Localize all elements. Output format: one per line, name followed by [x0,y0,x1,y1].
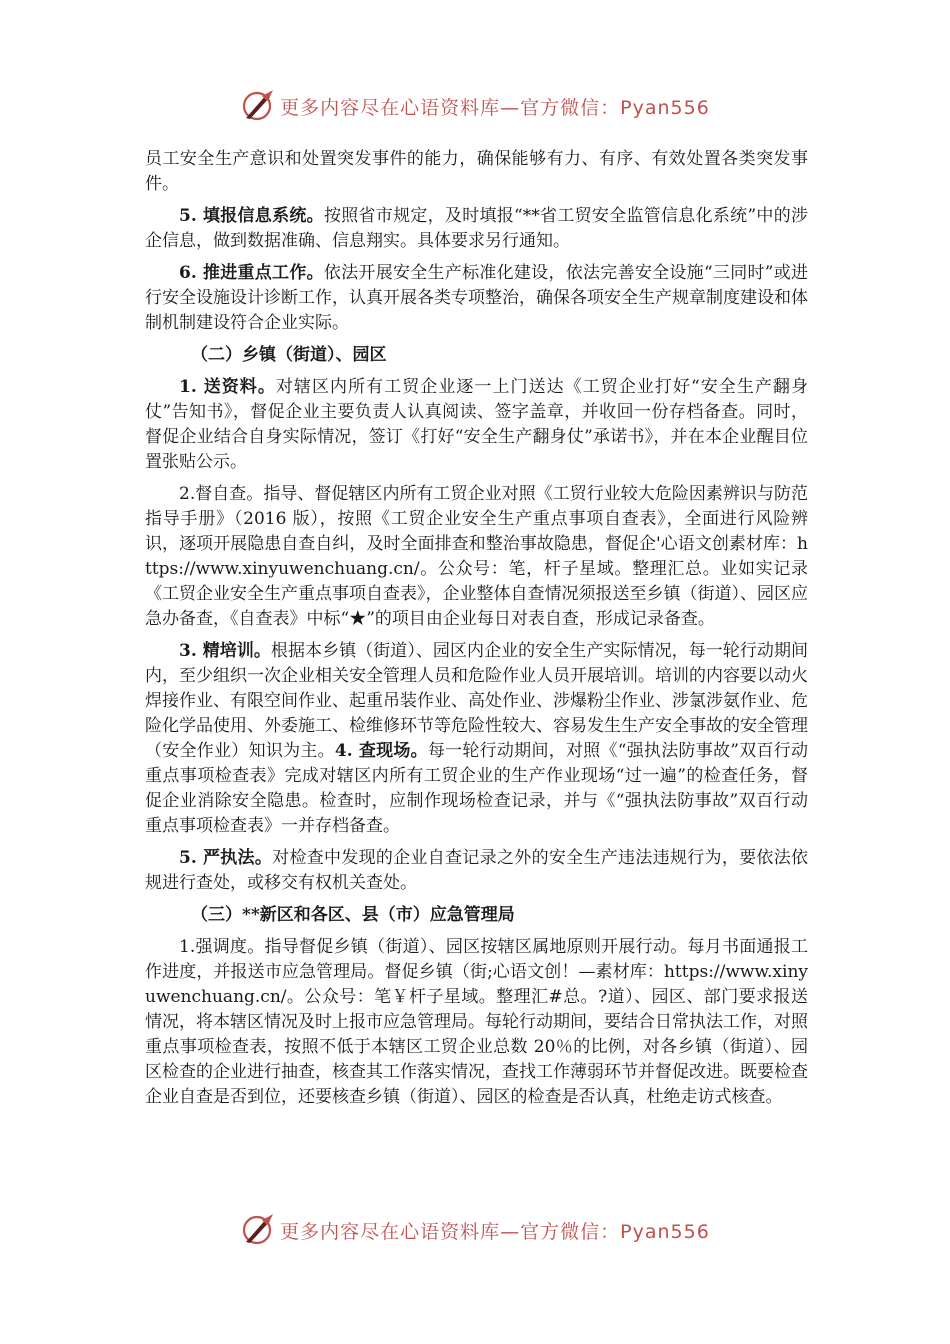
item-text: 对检查中发现的企业自查记录之外的安全生产违法违规行为，要依法依规进行查处，或移交有权机关查处。 [145,848,809,893]
paragraph [145,639,808,839]
paragraph [145,846,808,896]
item-text: 根据本乡镇（街道）、园区内企业的安全生产实际情况，每一轮行动期间内，至少组织一次企业相关安全管理人员和危险作业人员开展培训。培训的内容要以动火焊接作业、有限空间作业、起重吊装作业、高处作业、涉爆粉尘作业、涉氯涉氨作业、危险化学品使用、外委施工、检维修环节等危险性较大、容易发生生产安全事故的安全管理（安全作业）知识为主。 [145,641,808,761]
item-lead: 4. 查现场。 [334,741,428,761]
item-text: 依法开展安全生产标准化建设，依法完善安全设施“三同时”或进行安全设施设计诊断工作，认真开展各类专项整治，确保各项安全生产规章制度建设和体制机制建设符合企业实际。 [145,263,808,333]
banner-text: 更多内容尽在心语资料库—官方微信：Pyan556 [280,1220,710,1243]
item-text: 按照省市规定，及时填报“**省工贸安全监管信息化系统”中的涉企信息，做到数据准确、信息翔实。具体要求另行通知。 [145,206,808,251]
item-lead: 3. 精培训。 [179,641,271,661]
quill-pen-logo-icon [240,1212,276,1248]
paragraph: 2.督自查。指导、督促辖区内所有工贸企业对照《工贸行业较大危险因素辨识与防范指导手册》（2016 版），按照《工贸企业安全生产重点事项自查表》，全面进行风险辨识，逐项开展隐患自查自纠，及时全面排查和整治事故隐患，督促企'心语文创素材库：https://www.xinyuwenchuang.cn/。公众号：笔，杆子星域。整理汇总。业如实记录《工贸企业安全生产重点事项自查表》，企业整体自查情况须报送至乡镇（街道）、园区应急办备查，《自查表》中标“★”的项目由企业每日对表自查，形成记录备查。 [145,484,808,629]
banner-text: 更多内容尽在心语资料库—官方微信：Pyan556 [280,96,710,119]
document-body [145,147,808,1117]
paragraph [145,204,808,254]
header-banner [0,86,950,126]
item-lead: 6. 推进重点工作。 [179,263,324,283]
section-heading: （三）**新区和各区、县（市）应急管理局 [191,905,515,925]
paragraph: 1.强调度。指导督促乡镇（街道）、园区按辖区属地原则开展行动。每月书面通报工作进度，并报送市应急管理局。督促乡镇（街;心语文创！—素材库：https://www.xinyuwenchuang.cn/。公众号：笔￥杆子星域。整理汇#总。?道）、园区、部门要求报送情况，将本辖区情况及时上报市应急管理局。每轮行动期间，要结合日常执法工作，对照重点事项检查表，按照不低于本辖区工贸企业总数 20％的比例，对各乡镇（街道）、园区检查的企业进行抽查，核查其工作落实情况，查找工作薄弱环节并督促改进。既要检查企业自查是否到位，还要核查乡镇（街道）、园区的检查是否认真，杜绝走访式核查。 [145,937,808,1107]
item-lead: 1. 送资料。 [179,377,276,397]
paragraph [145,375,808,475]
section-heading: （二）乡镇（街道）、园区 [191,345,387,365]
item-lead: 5. 严执法。 [179,848,273,868]
quill-pen-logo-icon [240,88,276,124]
item-lead: 5. 填报信息系统。 [179,206,324,226]
item-text: 每一轮行动期间，对照《“强执法防事故”双百行动重点事项检查表》完成对辖区内所有工贸企业的生产作业现场“过一遍”的检查任务，督促企业消除安全隐患。检查时，应制作现场检查记录，并与《“强执法防事故”双百行动重点事项检查表》一并存档备查。 [145,741,809,836]
footer-banner [0,1210,950,1250]
item-text: 对辖区内所有工贸企业逐一上门送达《工贸企业打好“安全生产翻身仗”告知书》，督促企业主要负责人认真阅读、签字盖章，并收回一份存档备查。同时，督促企业结合自身实际情况，签订《打好“安全生产翻身仗”承诺书》，并在本企业醒目位置张贴公示。 [145,377,808,472]
paragraph: 员工安全生产意识和处置突发事件的能力，确保能够有力、有序、有效处置各类突发事件。 [145,149,808,194]
paragraph [145,261,808,336]
